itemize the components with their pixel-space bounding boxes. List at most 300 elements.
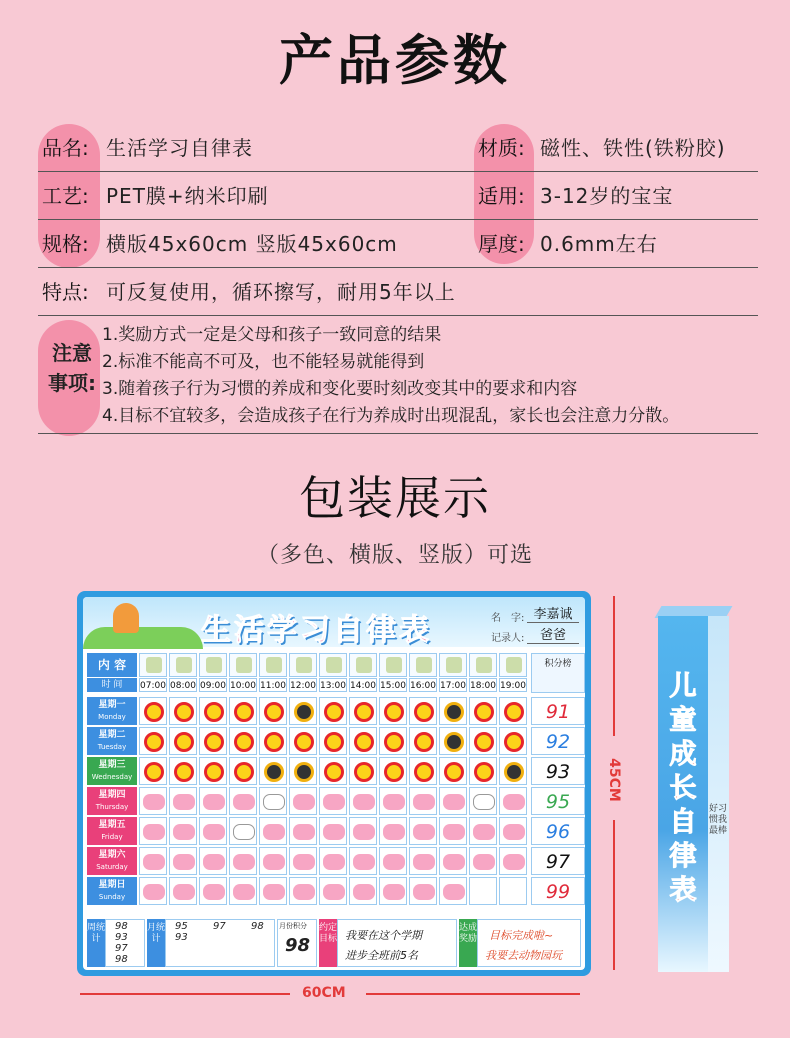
month-value: 98 — [251, 921, 264, 932]
sticker-cell[interactable] — [229, 757, 257, 785]
reward-text-1: 目标完成啦~ — [489, 929, 554, 942]
size-value: 横版45x60cm 竖版45x60cm — [106, 232, 398, 256]
cat-sticker-icon — [473, 824, 495, 840]
spec-row-notes — [38, 316, 758, 434]
craft-label: 工艺: — [42, 184, 89, 208]
sticker-cell[interactable] — [199, 847, 227, 875]
activity-icon — [476, 657, 492, 673]
time-slot: 17:00 — [439, 678, 467, 692]
activity-icon-cell — [259, 653, 287, 677]
smile-sticker-icon — [504, 732, 524, 752]
note-item: 3.随着孩子行为习惯的养成和变化要时刻改变其中的要求和内容 — [102, 379, 578, 399]
sticker-cell[interactable] — [259, 847, 287, 875]
cat-sticker-icon — [413, 884, 435, 900]
cat-sticker-icon — [293, 794, 315, 810]
material-value: 磁性、铁性(铁粉胶) — [540, 136, 726, 160]
cat-sticker-icon — [233, 854, 255, 870]
sticker-cell[interactable] — [229, 697, 257, 725]
sticker-cell[interactable] — [439, 727, 467, 755]
sticker-cell[interactable] — [229, 727, 257, 755]
feature-value: 可反复使用，循环擦写，耐用5年以上 — [106, 280, 456, 304]
activity-icon-cell — [439, 653, 467, 677]
sticker-cell[interactable] — [499, 787, 527, 815]
activity-icon-cell — [289, 653, 317, 677]
reward-tag: 达成奖励 — [459, 919, 477, 967]
day-cn: 星期六 — [98, 850, 126, 860]
sticker-cell[interactable] — [139, 697, 167, 725]
sticker-cell[interactable] — [349, 727, 377, 755]
day-en: Monday — [98, 713, 126, 721]
sticker-cell[interactable] — [469, 877, 497, 905]
age-label: 适用: — [478, 184, 525, 208]
cat-sticker-icon — [353, 884, 375, 900]
reward-text-2: 我要去动物园玩 — [485, 949, 562, 962]
cat-sticker-icon — [353, 824, 375, 840]
spec-row-size — [38, 220, 758, 268]
sticker-cell[interactable] — [379, 757, 407, 785]
day-score: 96 — [531, 817, 585, 845]
cat-sticker-icon — [293, 884, 315, 900]
sticker-cell[interactable] — [289, 697, 317, 725]
week-tag: 周统计 — [87, 919, 105, 967]
smile-sticker-icon — [234, 702, 254, 722]
week-value: 98 — [115, 954, 128, 965]
sticker-cell[interactable] — [469, 727, 497, 755]
smile-sticker-icon — [384, 762, 404, 782]
time-slot: 13:00 — [319, 678, 347, 692]
cat-sticker-icon — [443, 794, 465, 810]
sticker-cell[interactable] — [499, 727, 527, 755]
sticker-cell[interactable] — [499, 877, 527, 905]
spec-row-name — [38, 124, 758, 172]
sticker-cell[interactable] — [259, 787, 287, 815]
cat-sticker-icon — [383, 884, 405, 900]
box-side-text: 好习惯我最棒 — [709, 804, 728, 836]
smile-sticker-icon — [414, 762, 434, 782]
sticker-cell[interactable] — [319, 847, 347, 875]
activity-icon — [236, 657, 252, 673]
sticker-cell[interactable] — [439, 757, 467, 785]
time-slot: 09:00 — [199, 678, 227, 692]
chart-board-image — [77, 591, 591, 976]
cat-sticker-icon — [383, 824, 405, 840]
cat-sticker-icon — [203, 824, 225, 840]
section-title-params: 产品参数 — [279, 29, 511, 92]
sticker-cell[interactable] — [169, 847, 197, 875]
time-slot: 14:00 — [349, 678, 377, 692]
spec-row-feature — [38, 268, 758, 316]
board-footer — [87, 919, 581, 967]
smile-sticker-icon — [294, 732, 314, 752]
sticker-cell[interactable] — [469, 757, 497, 785]
sticker-cell[interactable] — [469, 817, 497, 845]
section-title-package: 包装展示 — [299, 471, 491, 525]
activity-icon — [296, 657, 312, 673]
sticker-cell[interactable] — [229, 787, 257, 815]
day-cn: 星期五 — [98, 820, 126, 830]
cat-sticker-icon — [443, 854, 465, 870]
cat-sticker-icon — [143, 854, 165, 870]
activity-icon — [506, 657, 522, 673]
sticker-cell[interactable] — [289, 877, 317, 905]
sticker-cell[interactable] — [229, 877, 257, 905]
sticker-cell[interactable] — [349, 877, 377, 905]
day-label — [87, 787, 137, 815]
smile-sticker-icon — [384, 702, 404, 722]
week-value: 93 — [115, 932, 128, 943]
smile-sticker-icon — [264, 702, 284, 722]
sticker-cell[interactable] — [319, 727, 347, 755]
activity-icon-cell — [409, 653, 437, 677]
activity-icon-cell — [199, 653, 227, 677]
sticker-cell[interactable] — [439, 847, 467, 875]
black-smile-sticker-icon — [444, 732, 464, 752]
cat-sticker-icon — [323, 794, 345, 810]
cat-sticker-icon — [383, 794, 405, 810]
day-score: 97 — [531, 847, 585, 875]
notes-label-line1: 注意 — [52, 341, 92, 365]
sticker-cell[interactable] — [469, 847, 497, 875]
smile-sticker-icon — [144, 732, 164, 752]
sticker-cell[interactable] — [259, 727, 287, 755]
activity-icon-cell — [229, 653, 257, 677]
board-name-label: 名 字: — [491, 613, 525, 624]
cat-sticker-icon — [173, 824, 195, 840]
cat-sticker-icon — [443, 824, 465, 840]
sticker-cell[interactable] — [139, 817, 167, 845]
cat-sticker-icon — [353, 854, 375, 870]
cat-sticker-icon — [413, 854, 435, 870]
day-en: Tuesday — [97, 743, 127, 751]
activity-icon — [266, 657, 282, 673]
board-banner — [83, 597, 585, 647]
time-slot: 12:00 — [289, 678, 317, 692]
smile-sticker-icon — [474, 702, 494, 722]
sticker-cell[interactable] — [469, 697, 497, 725]
black-smile-sticker-icon — [444, 702, 464, 722]
time-slot: 16:00 — [409, 678, 437, 692]
sticker-cell[interactable] — [259, 817, 287, 845]
width-dim-line-right — [366, 993, 580, 995]
goal-tag: 约定目标 — [319, 919, 337, 967]
activity-icon-cell — [169, 653, 197, 677]
day-cn: 星期三 — [98, 760, 126, 770]
activity-icon-cell — [379, 653, 407, 677]
box-side — [708, 616, 729, 972]
section-subtitle: （多色、横版、竖版）可选 — [256, 543, 533, 568]
time-slot: 11:00 — [259, 678, 287, 692]
black-smile-sticker-icon — [294, 762, 314, 782]
day-label — [87, 757, 137, 785]
board-inner — [83, 597, 585, 970]
day-en: Friday — [101, 833, 123, 841]
package-box-image — [655, 604, 732, 974]
sticker-cell[interactable] — [439, 877, 467, 905]
sticker-cell[interactable] — [379, 697, 407, 725]
sticker-cell[interactable] — [439, 787, 467, 815]
box-char: 自 — [669, 807, 697, 838]
cat-sticker-icon — [443, 884, 465, 900]
smile-sticker-icon — [324, 702, 344, 722]
sticker-cell[interactable] — [409, 877, 437, 905]
month-total-label: 月份积分 — [279, 922, 307, 930]
sticker-cell[interactable] — [259, 877, 287, 905]
board-recorder-value: 爸爸 — [527, 624, 579, 644]
sticker-cell[interactable] — [349, 817, 377, 845]
name-value: 生活学习自律表 — [106, 136, 253, 160]
sticker-cell[interactable] — [289, 847, 317, 875]
activity-icon-cell — [349, 653, 377, 677]
activity-icon — [146, 657, 162, 673]
cat-sticker-icon — [383, 854, 405, 870]
sticker-cell[interactable] — [499, 817, 527, 845]
cat-sticker-icon — [263, 824, 285, 840]
time-slot: 18:00 — [469, 678, 497, 692]
activity-icon-cell — [469, 653, 497, 677]
sticker-cell[interactable] — [259, 757, 287, 785]
smile-sticker-icon — [174, 702, 194, 722]
cat-sticker-icon — [503, 794, 525, 810]
sticker-cell[interactable] — [409, 847, 437, 875]
activity-icon-cell — [319, 653, 347, 677]
smile-sticker-icon — [354, 762, 374, 782]
smile-sticker-icon — [504, 702, 524, 722]
sticker-cell[interactable] — [139, 757, 167, 785]
sticker-cell[interactable] — [169, 877, 197, 905]
cat-sticker-icon — [323, 854, 345, 870]
sticker-cell[interactable] — [409, 727, 437, 755]
sticker-cell[interactable] — [199, 877, 227, 905]
sticker-cell[interactable] — [259, 697, 287, 725]
time-slot: 07:00 — [139, 678, 167, 692]
day-score: 91 — [531, 697, 585, 725]
smile-sticker-icon — [384, 732, 404, 752]
cat-sticker-icon — [503, 854, 525, 870]
sticker-cell[interactable] — [229, 817, 257, 845]
width-dim-line-left — [80, 993, 290, 995]
day-score: 93 — [531, 757, 585, 785]
time-slot: 19:00 — [499, 678, 527, 692]
score-header — [531, 653, 585, 693]
cat-sticker-icon — [233, 794, 255, 810]
sticker-cell[interactable] — [319, 787, 347, 815]
activity-icon — [416, 657, 432, 673]
week-value: 98 — [115, 921, 128, 932]
smile-sticker-icon — [204, 732, 224, 752]
sticker-cell[interactable] — [289, 727, 317, 755]
time-slot: 08:00 — [169, 678, 197, 692]
sticker-cell[interactable] — [499, 697, 527, 725]
day-en: Thursday — [95, 803, 129, 811]
activity-icon — [356, 657, 372, 673]
white-cat-sticker-icon — [233, 824, 255, 840]
sticker-cell[interactable] — [409, 697, 437, 725]
sticker-cell[interactable] — [499, 847, 527, 875]
hill-graphic — [83, 627, 203, 649]
smile-sticker-icon — [174, 762, 194, 782]
sticker-cell[interactable] — [349, 757, 377, 785]
day-label — [87, 847, 137, 875]
cat-sticker-icon — [353, 794, 375, 810]
day-score: 95 — [531, 787, 585, 815]
black-smile-sticker-icon — [294, 702, 314, 722]
sticker-cell[interactable] — [289, 817, 317, 845]
sticker-cell[interactable] — [349, 697, 377, 725]
sticker-cell[interactable] — [319, 757, 347, 785]
activity-icon-cell — [139, 653, 167, 677]
sticker-cell[interactable] — [199, 727, 227, 755]
sticker-cell[interactable] — [139, 877, 167, 905]
activity-icon — [386, 657, 402, 673]
smile-sticker-icon — [264, 732, 284, 752]
cat-sticker-icon — [323, 824, 345, 840]
smile-sticker-icon — [354, 732, 374, 752]
day-cn: 星期日 — [98, 880, 126, 890]
box-char: 表 — [669, 875, 697, 906]
day-cn: 星期二 — [98, 730, 126, 740]
height-dim-line-bottom — [613, 820, 615, 970]
smile-sticker-icon — [234, 762, 254, 782]
material-label: 材质: — [478, 136, 525, 160]
sticker-cell[interactable] — [379, 727, 407, 755]
sticker-cell[interactable] — [199, 817, 227, 845]
cat-sticker-icon — [263, 854, 285, 870]
day-label — [87, 877, 137, 905]
month-total-value: 98 — [285, 935, 311, 956]
sticker-cell[interactable] — [349, 787, 377, 815]
kid-graphic — [113, 603, 139, 633]
day-en: Saturday — [96, 863, 128, 871]
sticker-cell[interactable] — [319, 697, 347, 725]
sticker-cell[interactable] — [169, 727, 197, 755]
smile-sticker-icon — [144, 702, 164, 722]
smile-sticker-icon — [444, 762, 464, 782]
smile-sticker-icon — [414, 702, 434, 722]
cat-sticker-icon — [413, 824, 435, 840]
white-cat-sticker-icon — [263, 794, 285, 810]
smile-sticker-icon — [474, 732, 494, 752]
sticker-cell[interactable] — [169, 697, 197, 725]
cat-sticker-icon — [233, 884, 255, 900]
note-item: 4.目标不宜较多，会造成孩子在行为养成时出现混乱，家长也会注意力分散。 — [102, 406, 680, 426]
feature-label: 特点: — [42, 280, 89, 304]
sticker-cell[interactable] — [319, 877, 347, 905]
sticker-cell[interactable] — [379, 787, 407, 815]
cat-sticker-icon — [473, 854, 495, 870]
sticker-cell[interactable] — [169, 787, 197, 815]
sticker-cell[interactable] — [409, 757, 437, 785]
sticker-cell[interactable] — [289, 787, 317, 815]
cat-sticker-icon — [143, 794, 165, 810]
day-label — [87, 727, 137, 755]
smile-sticker-icon — [234, 732, 254, 752]
day-score: 92 — [531, 727, 585, 755]
sticker-cell[interactable] — [379, 817, 407, 845]
white-cat-sticker-icon — [473, 794, 495, 810]
box-char: 成 — [669, 739, 697, 770]
sticker-cell[interactable] — [199, 787, 227, 815]
sticker-cell[interactable] — [409, 787, 437, 815]
thickness-value: 0.6mm左右 — [540, 232, 658, 256]
cat-sticker-icon — [203, 794, 225, 810]
cat-sticker-icon — [503, 824, 525, 840]
sticker-cell[interactable] — [199, 697, 227, 725]
activity-icon — [206, 657, 222, 673]
content-header: 内 容 — [87, 653, 137, 677]
sticker-cell[interactable] — [379, 847, 407, 875]
sticker-cell[interactable] — [199, 757, 227, 785]
spec-row-craft — [38, 172, 758, 220]
day-en: Sunday — [98, 893, 126, 901]
smile-sticker-icon — [324, 732, 344, 752]
month-value: 97 — [213, 921, 226, 932]
cat-sticker-icon — [143, 884, 165, 900]
sticker-cell[interactable] — [439, 697, 467, 725]
activity-icon — [176, 657, 192, 673]
cat-sticker-icon — [263, 884, 285, 900]
smile-sticker-icon — [204, 702, 224, 722]
note-item: 2.标准不能高不可及，也不能轻易就能得到 — [102, 352, 425, 372]
sticker-cell[interactable] — [169, 817, 197, 845]
board-name-value: 李嘉诚 — [527, 603, 579, 623]
sticker-cell[interactable] — [139, 847, 167, 875]
goal-text-2: 进步全班前5名 — [345, 949, 418, 962]
score-header-label: 积分榜 — [544, 659, 572, 669]
box-char: 律 — [669, 841, 697, 872]
cat-sticker-icon — [413, 794, 435, 810]
board-recorder-label: 记录人: — [491, 633, 525, 644]
sticker-cell[interactable] — [169, 757, 197, 785]
sticker-cell[interactable] — [349, 847, 377, 875]
time-slot: 10:00 — [229, 678, 257, 692]
sticker-cell[interactable] — [139, 787, 167, 815]
cat-sticker-icon — [293, 824, 315, 840]
cat-sticker-icon — [173, 884, 195, 900]
month-value: 93 — [175, 932, 188, 943]
day-cn: 星期四 — [98, 790, 126, 800]
sticker-cell[interactable] — [319, 817, 347, 845]
smile-sticker-icon — [324, 762, 344, 782]
sticker-cell[interactable] — [409, 817, 437, 845]
smile-sticker-icon — [474, 762, 494, 782]
sticker-cell[interactable] — [439, 817, 467, 845]
goal-text-1: 我要在这个学期 — [345, 929, 422, 942]
sticker-cell[interactable] — [499, 757, 527, 785]
smile-sticker-icon — [144, 762, 164, 782]
sticker-cell[interactable] — [469, 787, 497, 815]
cat-sticker-icon — [323, 884, 345, 900]
box-char: 长 — [669, 773, 697, 804]
sticker-cell[interactable] — [229, 847, 257, 875]
sticker-cell[interactable] — [289, 757, 317, 785]
day-label — [87, 697, 137, 725]
sticker-cell[interactable] — [379, 877, 407, 905]
activity-icon-cell — [499, 653, 527, 677]
cat-sticker-icon — [203, 854, 225, 870]
cat-sticker-icon — [293, 854, 315, 870]
activity-icon — [326, 657, 342, 673]
week-value: 97 — [115, 943, 128, 954]
sticker-cell[interactable] — [139, 727, 167, 755]
day-cn: 星期一 — [98, 700, 126, 710]
age-value: 3-12岁的宝宝 — [540, 184, 674, 208]
activity-icon — [446, 657, 462, 673]
black-smile-sticker-icon — [504, 762, 524, 782]
smile-sticker-icon — [204, 762, 224, 782]
time-header: 时 间 — [87, 678, 137, 692]
black-smile-sticker-icon — [264, 762, 284, 782]
cat-sticker-icon — [173, 794, 195, 810]
